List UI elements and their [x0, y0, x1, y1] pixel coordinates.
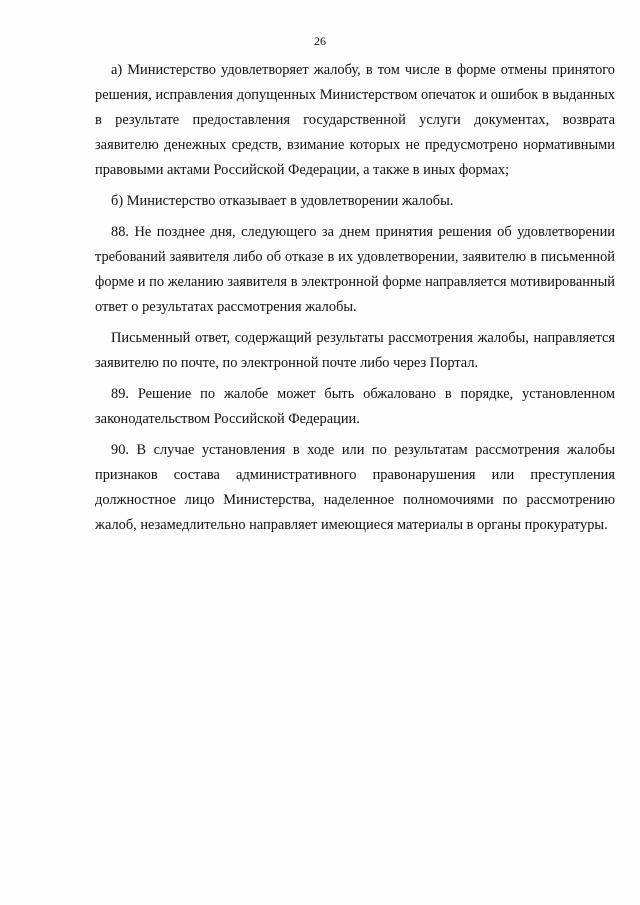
paragraph-written-response: Письменный ответ, содержащий результаты рассмотрения жалобы, направляется заявителю по почте, по электронной почте либо через Портал. [95, 330, 615, 371]
paragraph-88-response-deadline: 88. Не позднее дня, следующего за днем принятия решения об удовлетворении требований заявителя либо об отказе в их удовлетворении, заявителю в письменной форме и по желанию заявителя в электронной форме направляется мотивированный ответ о результатах рассмотрения жалобы. [95, 224, 615, 315]
paragraph-89-appeal: 89. Решение по жалобе может быть обжаловано в порядке, установленном законодательством Российской Федерации. [95, 386, 615, 427]
document-body [95, 58, 615, 538]
paragraph-90-prosecution: 90. В случае установления в ходе или по результатам рассмотрения жалобы признаков состава административного правонарушения или преступления должностное лицо Министерства, наделенное полномочиями по рассмотрению жалоб, незамедлительно направляет имеющиеся материалы в органы прокуратуры. [95, 442, 615, 533]
page-number: 26 [314, 34, 326, 48]
paragraph-b-complaint-refused: б) Министерство отказывает в удовлетворении жалобы. [111, 193, 454, 209]
paragraph-a-complaint-satisfied: а) Министерство удовлетворяет жалобу, в том числе в форме отмены принятого решения, исправления допущенных Министерством опечаток и ошибок в выданных в результате предоставления государственной услуги документах, возврата заявителю денежных средств, взимание которых не предусмотрено нормативными правовыми актами Российской Федерации, а также в иных формах; [95, 62, 615, 178]
